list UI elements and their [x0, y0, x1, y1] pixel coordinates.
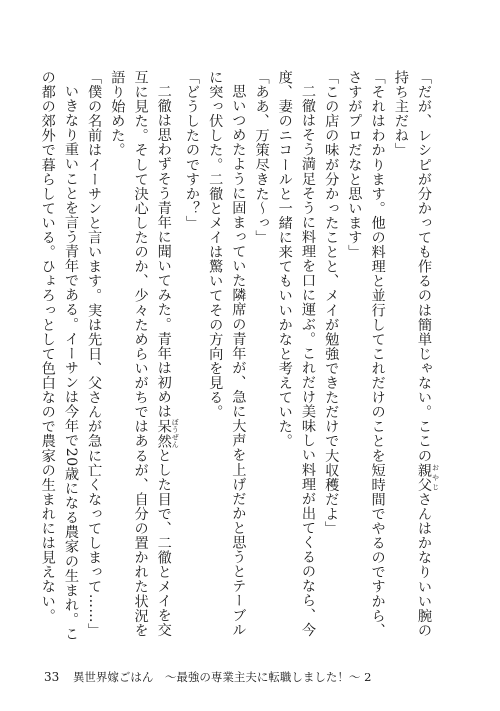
ruby-bozen: 呆然 ぼうぜん: [155, 418, 181, 449]
ruby-oyaji: 親父 おやじ: [416, 462, 441, 492]
paragraph-5: 「ああ、万策尽きた～っ」: [253, 70, 270, 245]
paragraph-4: 二徹はそう満足そうに料理を口に運ぶ。これだけ美味しい料理が出てくるのなら、今度、妻のニコールと一緒に来てもいいかなと考えていた。: [276, 70, 316, 638]
paragraph-9: 「僕の名前はイーサンと言います。実は先日、父さんが急に亡くなってしまって……」: [86, 70, 103, 638]
paragraph-10: いきなり重いことを言う青年である。イーサンは今年で20歳になる農家の生まれ。この都の郊外で暮らしている。ひょろっとして色白なので農家の生まれには見えない。: [39, 70, 79, 642]
page-number: 33: [44, 670, 60, 684]
ruby-oyaji-reading: おやじ: [431, 462, 441, 492]
paragraph-3: 「この店の味が分かったことと、メイが勉強できただけで大収穫だよ」: [323, 70, 340, 536]
paragraph-6: 思いつめたように固まっていた隣席の青年が、急に大声を上げだかと思うとテーブルに突っ伏した。二徹とメイは驚いてその方向を見る。: [207, 70, 247, 638]
paragraph-2: 「それはわかります。他の料理と並行してこれだけのことを短時間でやるのですから、さすがプロだなと思います」: [346, 70, 386, 638]
vertical-body-text: [36, 70, 440, 650]
paragraph-7: 「どうしたのですか？」: [183, 70, 200, 231]
running-title: 異世界嫁ごはん ～最強の専業主夫に転職しました！～ 2: [72, 670, 372, 684]
ruby-bozen-reading: ぼうぜん: [171, 418, 181, 449]
paragraph-1: 「だが、レシピが分かっても作るのは簡単じゃない。ここの親父 おやじさんはかなりいい腕の持ち主だね」: [392, 70, 441, 638]
paragraph-8: 二徹は思わずそう青年に聞いてみた。青年は初めは呆然 ぼうぜんとした目で、二徹とメイを交互に見た。そして決心したのか、少々ためらいがちではあるが、自分の置かれた状況を語り始めた。: [109, 70, 181, 638]
page-footer: [44, 668, 464, 686]
